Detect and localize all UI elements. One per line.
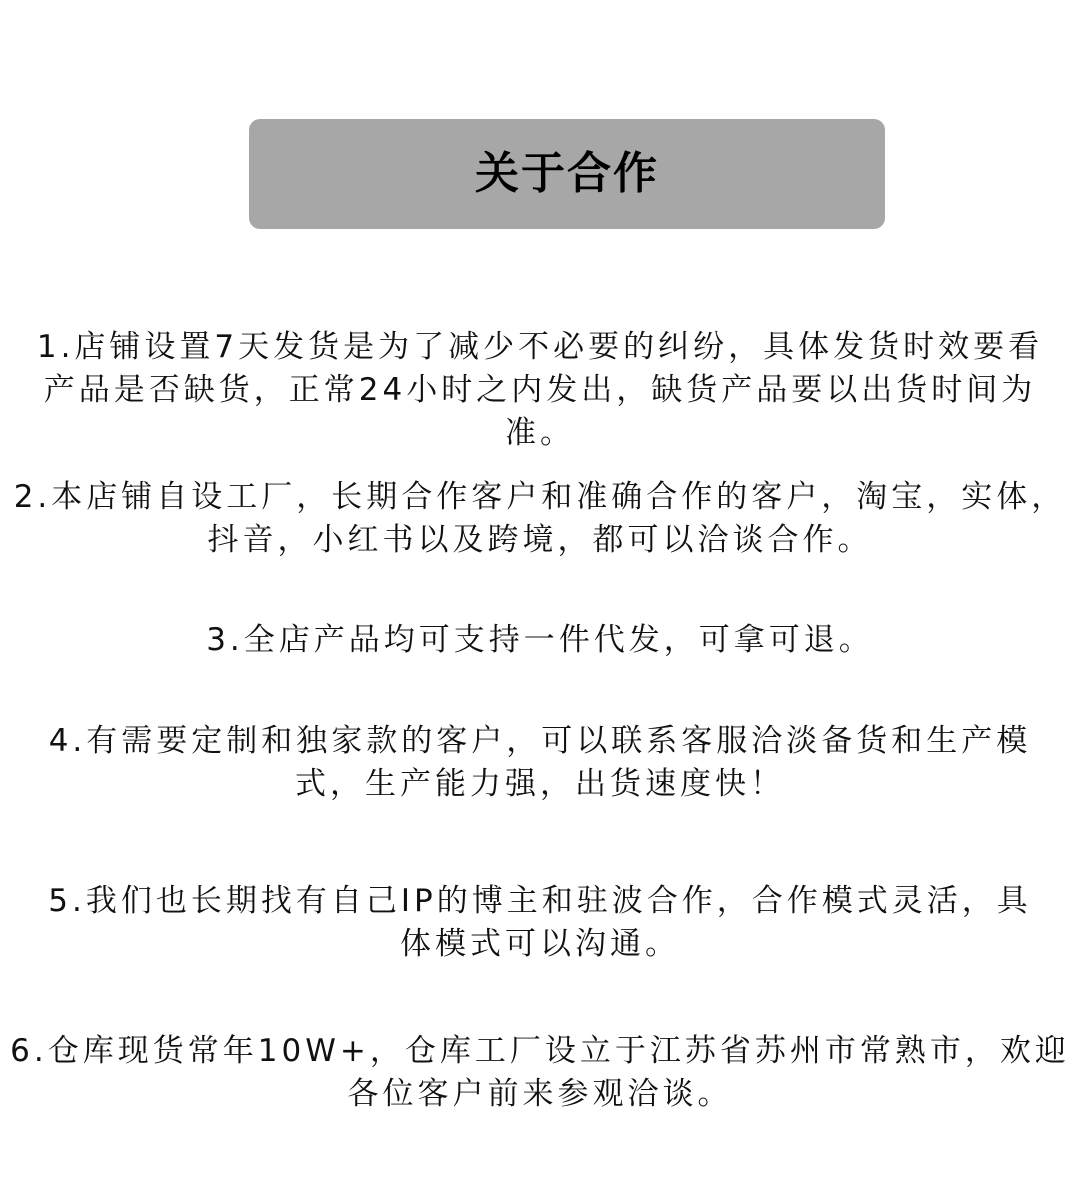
- item-6-line-1: 6.仓库现货常年10W+，仓库工厂设立于江苏省苏州市常熟市，欢迎: [10, 1033, 1070, 1069]
- item-2-line-2: 抖音，小红书以及跨境，都可以洽谈合作。: [207, 522, 873, 558]
- cooperation-item-3: [0, 619, 1080, 662]
- cooperation-item-2: [0, 476, 1080, 562]
- item-1-line-2: 产品是否缺货，正常24小时之内发出，缺货产品要以出货时间为: [43, 372, 1037, 408]
- cooperation-item-1: [0, 326, 1080, 455]
- item-2-line-1: 2.本店铺自设工厂，长期合作客户和准确合作的客户，淘宝，实体，: [13, 479, 1067, 515]
- cooperation-item-4: [0, 720, 1080, 806]
- item-3-line-1: 3.全店产品均可支持一件代发，可拿可退。: [206, 622, 874, 658]
- item-5-line-2: 体模式可以沟通。: [400, 926, 680, 962]
- cooperation-item-6: [0, 1030, 1080, 1116]
- item-4-line-2: 式，生产能力强，出货速度快！: [295, 766, 785, 802]
- page-title: 关于合作: [475, 148, 659, 199]
- cooperation-item-5: [0, 880, 1080, 966]
- title-banner: [249, 119, 885, 229]
- item-4-line-1: 4.有需要定制和独家款的客户，可以联系客服洽淡备货和生产模: [48, 723, 1032, 759]
- item-1-line-3: 准。: [505, 415, 575, 451]
- item-5-line-1: 5.我们也长期找有自己IP的博主和驻波合作，合作模式灵活，具: [48, 883, 1032, 919]
- item-6-line-2: 各位客户前来参观洽谈。: [347, 1076, 733, 1112]
- item-1-line-1: 1.店铺设置7天发货是为了减少不必要的纠纷，具体发货时效要看: [36, 329, 1044, 365]
